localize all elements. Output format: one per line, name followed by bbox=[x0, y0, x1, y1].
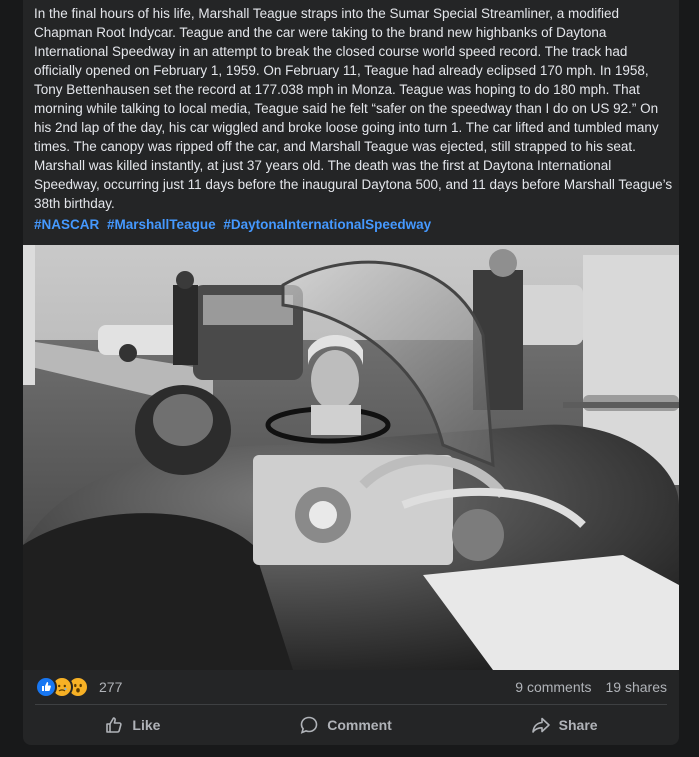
shares-count[interactable]: 19 shares bbox=[605, 679, 667, 695]
engagement-counts bbox=[515, 679, 667, 695]
hashtag-daytona-international-speedway[interactable]: #DaytonaInternationalSpeedway bbox=[223, 217, 432, 232]
hashtag-list bbox=[34, 215, 435, 234]
comment-button[interactable] bbox=[275, 709, 416, 741]
action-bar bbox=[35, 708, 667, 742]
hashtag-nascar[interactable]: #NASCAR bbox=[34, 217, 100, 232]
engagement-bar bbox=[35, 676, 667, 698]
like-label: Like bbox=[132, 717, 161, 733]
post-text: In the final hours of his life, Marshall Teague straps into the Sumar Special Streamliner, a modified Chapman Root Indycar. Teague and the car were taking to the brand new highbanks of Daytona International Speedway in an attempt to break the closed course world speed record. The track had officially opened on February 1, 1959. On February 11, Teague had already eclipsed 170 mph. In 1958, Tony Bettenhausen set the record at 177.038 mph in Monza. Teague was hoping to do 180 mph. That morning while talking to local media, Teague said he felt “safer on the speedway than I do on US 92.” On his 2nd lap of the day, his car wiggled and broke loose going into turn 1. The car lifted and tumbled many times. The canopy was ripped off the car, and Marshall Teague was ejected, still strapped to his seat. Marshall was killed instantly, at just 37 years old. The death was the first at Daytona International Speedway, occurring just 11 days before the inaugural Daytona 500, and 11 days before Marshall Teague’s 38th birthday. bbox=[34, 6, 673, 211]
comment-label: Comment bbox=[327, 717, 392, 733]
comment-icon bbox=[299, 715, 319, 735]
divider bbox=[35, 704, 667, 705]
share-label: Share bbox=[558, 717, 598, 733]
comments-count[interactable]: 9 comments bbox=[515, 679, 592, 695]
hashtag-marshall-teague[interactable]: #MarshallTeague bbox=[107, 217, 216, 232]
reaction-count[interactable]: 277 bbox=[99, 679, 123, 695]
share-button[interactable] bbox=[507, 709, 622, 741]
like-button[interactable] bbox=[80, 709, 184, 741]
like-icon bbox=[35, 676, 57, 698]
reaction-summary[interactable] bbox=[35, 676, 122, 698]
share-icon bbox=[531, 715, 551, 735]
post-card bbox=[23, 0, 679, 745]
thumbs-up-icon bbox=[104, 715, 124, 735]
post-photo[interactable] bbox=[23, 245, 679, 670]
